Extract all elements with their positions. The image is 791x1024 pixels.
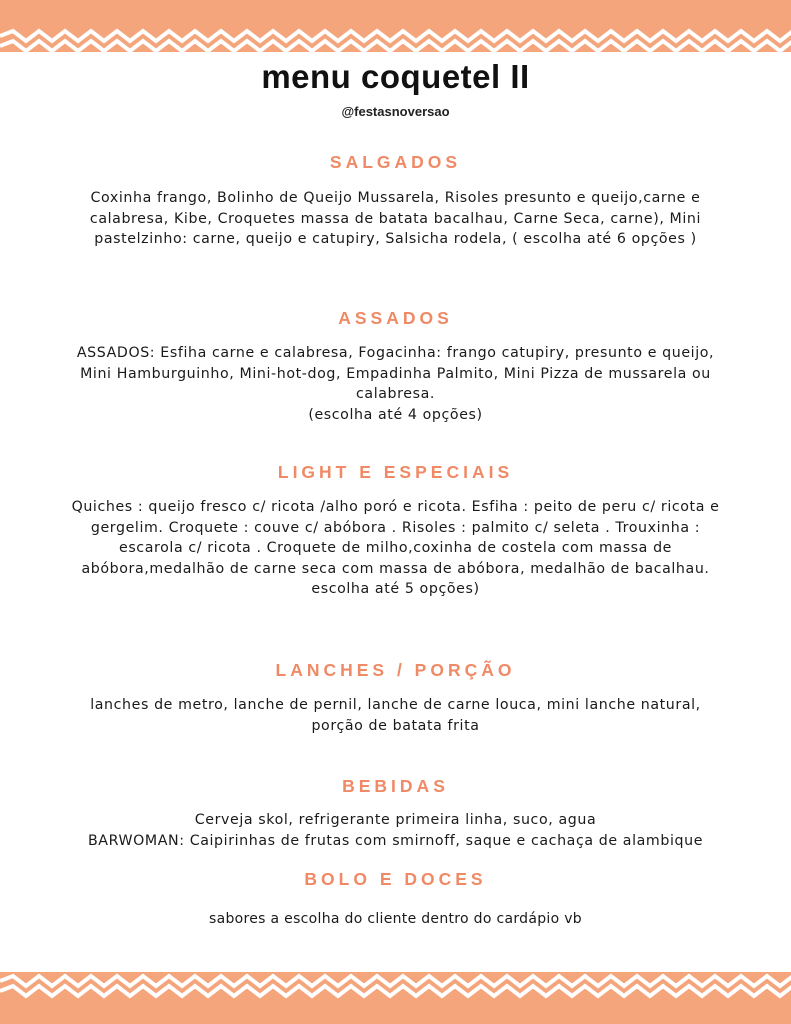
section-title-assados: ASSADOS <box>338 308 453 328</box>
section-title-salgados: SALGADOS <box>329 152 462 172</box>
section-body-assados: ASSADOS: Esfiha carne e calabresa, Fogacinha: frango catupiry, presunto e queijo, Mini Hamburguinho, Mini-hot-dog, Empadinha Palmito, Mini Pizza de mussarela ou calabresa. (escolha até 4 opções) <box>76 345 715 423</box>
page-title: menu coquetel II <box>261 58 530 95</box>
zigzag-pattern-bottom <box>0 972 791 1024</box>
bottom-zigzag-border <box>0 972 791 1024</box>
section-body-bebidas: Cerveja skol, refrigerante primeira linha, suco, agua BARWOMAN: Caipirinhas de frutas com smirnoff, saque e cachaça de alambique <box>87 812 704 849</box>
section-title-light-especiais: LIGHT E ESPECIAIS <box>277 462 514 482</box>
section-body-bolo-doces: sabores a escolha do cliente dentro do cardápio vb <box>209 911 582 927</box>
zigzag-pattern-top <box>0 0 791 52</box>
top-zigzag-border <box>0 0 791 52</box>
section-body-salgados: Coxinha frango, Bolinho de Queijo Mussarela, Risoles presunto e queijo,carne e calabresa, Kibe, Croquetes massa de batata bacalhau, Carne Seca, carne), Mini pastelzinho: carne, queijo e catupiry, Salsicha rodela, ( escolha até 6 opções ) <box>89 190 702 247</box>
section-title-bebidas: BEBIDAS <box>342 776 449 796</box>
section-title-bolo-doces: BOLO E DOCES <box>304 869 487 889</box>
section-title-lanches-porcao: LANCHES / PORÇÃO <box>275 660 516 680</box>
social-handle: @festasnoversao <box>341 104 450 119</box>
section-body-lanches-porcao: lanches de metro, lanche de pernil, lanche de carne louca, mini lanche natural, porção de batata frita <box>90 697 701 734</box>
section-body-light-especiais: Quiches : queijo fresco c/ ricota /alho poró e ricota. Esfiha : peito de peru c/ ricota e gergelim. Croquete : couve c/ abóbora . Risoles : palmito c/ seleta . Trouxinha : escarola c/ ricota . Croquete de milho,coxinha de costela com massa de abóbora,medalhão de carne seca com massa de abóbora, medalhão de bacalhau. escolha até 5 opções) <box>71 499 720 597</box>
